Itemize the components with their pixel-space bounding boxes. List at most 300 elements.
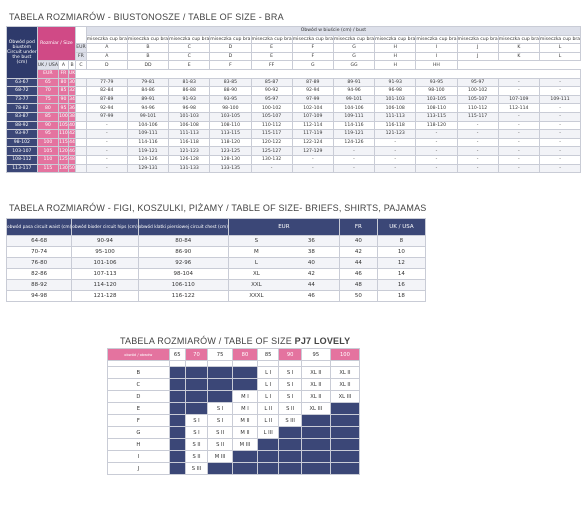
briefs-header: obwód bioder circuit hips (cm) [72,219,138,236]
measure-value: 82-86 [7,269,72,280]
bust-range: 126-128 [169,155,210,164]
bra-row [7,104,581,113]
measure-value: 64-68 [7,236,72,247]
underbust-header-line: biustem [12,44,32,50]
briefs-header: obwód klatki piersiowej circuit chest (cm) [138,219,228,236]
uk-size: 44 [69,140,75,146]
cup-label: miseczka cup bra [539,36,581,42]
eur-number: 40 [307,260,315,266]
cup-letter: F [210,61,251,70]
bust-range: - [539,121,580,130]
measure-value: 98-104 [138,269,228,280]
cup-letter: DD [127,61,168,70]
bust-range: 122-124 [292,138,333,147]
row-spacer [76,147,86,156]
eur-number: 38 [307,249,315,255]
bust-range: 128-130 [210,155,251,164]
measure-value: 88-92 [7,280,72,291]
bust-range: 127-129 [292,147,333,156]
bust-range: 99-101 [127,112,168,121]
pj7-cell: L II [257,403,279,415]
pj7-cell [233,379,258,391]
bra-size-table [6,26,581,173]
bust-range: - [333,164,374,173]
pj7-cell: XL II [301,379,330,391]
pj7-title-bold: PJ7 LOVELY [294,336,351,346]
bust-range: - [539,104,580,113]
row-spacer [76,164,86,173]
bust-range: 89-91 [333,78,374,87]
bust-range: - [457,138,498,147]
pj7-row [108,367,360,379]
briefs-table-title: TABELA ROZMIARÓW - FIGI, KOSZULKI, PIŻAMY / TABLE OF SIZE- BRIEFS, SHIRTS, PAJAMAS [9,203,427,213]
row-spacer [76,87,86,96]
bust-range: 116-118 [169,138,210,147]
bust-range: 87-89 [292,78,333,87]
cup-label: miseczka cup bra [210,36,251,42]
pj7-col-header: 65 [169,349,185,361]
eur-size: 90 [37,121,58,130]
bust-range: - [251,164,292,173]
size-letter [228,258,339,269]
bust-range: - [416,130,457,139]
bust-range: - [86,138,127,147]
bust-range: 123-125 [210,147,251,156]
underbust-header-line: Circuit under [7,49,37,55]
pj7-cell: XL III [301,403,330,415]
bust-range: 116-118 [375,121,416,130]
pj7-cell: XL II [330,379,359,391]
cup-letter: C [169,44,210,53]
uk-size: 42 [69,131,75,137]
bust-range: 90-92 [251,87,292,96]
cup-letter: B [127,52,168,61]
bust-range: 97-99 [86,112,127,121]
pj7-col-header: 70 [185,349,207,361]
pj7-cell [233,367,258,379]
bust-range: 95-97 [251,95,292,104]
briefs-header: FR [339,219,377,236]
size-letter [228,247,339,258]
bust-range: 114-116 [333,121,374,130]
pj7-col-header: 85 [257,349,279,361]
measure-value: 121-128 [72,291,138,302]
pj7-cell: S I [185,427,207,439]
pj7-cell [279,427,301,439]
pj7-cell [208,379,233,391]
bust-range: 106-108 [169,121,210,130]
pj7-cell [330,439,359,451]
pj7-cell: S II [279,403,301,415]
pj7-col-header: 95 [301,349,330,361]
uk-size: 48 [69,157,75,163]
bust-range: 109-111 [333,112,374,121]
bust-range: - [457,164,498,173]
uk-size: 46 [69,148,75,154]
bra-row [7,121,581,130]
bust-range: - [498,87,539,96]
pj7-cell [301,427,330,439]
pj7-cell [185,391,207,403]
pj7-cell: S II [208,427,233,439]
eur-size: 65 [37,78,58,87]
pj7-col-header: 75 [208,349,233,361]
briefs-header: obwód pasa circuit waist (cm) [7,219,72,236]
fr-size: 85 [60,88,67,94]
bust-range: 99-101 [333,95,374,104]
bra-corner [76,27,86,44]
fr-value: 40 [339,236,377,247]
cup-letter: E [169,61,210,70]
pj7-cell [330,451,359,463]
briefs-header: UK / USA [377,219,425,236]
bust-range: 93-95 [210,95,251,104]
bust-range: 101-103 [169,112,210,121]
eur-size: 95 [37,130,58,139]
pj7-row-label: F [108,415,170,427]
bust-range: 103-105 [416,95,457,104]
uk-size: 32 [69,88,75,94]
cup-letter: E [251,52,292,61]
pj7-cell [169,427,185,439]
pj7-cell: S I [279,379,301,391]
measure-value: 95-100 [72,247,138,258]
pj7-col-header: 100 [330,349,359,361]
size-header: Rozmiar / Size [37,27,76,61]
bust-range: 133-135 [210,164,251,173]
pj7-cell: S I [208,403,233,415]
cup-letter: F [292,52,333,61]
pj7-cell [330,415,359,427]
eur-size: 80 [37,104,58,113]
pj7-row [108,415,360,427]
fr-size: 110 [59,131,68,137]
pj7-size-table [107,348,360,475]
bust-range: 96-98 [169,104,210,113]
cup-letter: H [375,44,416,53]
pj7-cell [279,439,301,451]
bust-header: Obwód w biuście (cm) / bust [86,27,580,36]
pj7-row-label: I [108,451,170,463]
cup-letter: D [210,44,251,53]
bust-range: 129-131 [127,164,168,173]
pj7-cell [330,427,359,439]
bust-range: 95-97 [457,78,498,87]
bra-row [7,138,581,147]
bust-range: - [86,147,127,156]
pj7-title-prefix: TABELA ROZMIARÓW / TABLE OF SIZE [120,336,295,346]
pj7-cell [185,403,207,415]
cup-letter: D [210,52,251,61]
pj7-cell [169,367,185,379]
bust-range: - [539,155,580,164]
pj7-cell: XL III [330,391,359,403]
eur-size: 85 [37,112,58,121]
eur-number: 44 [307,282,315,288]
pj7-cell [169,439,185,451]
bust-range: - [375,155,416,164]
bust-range: 124-126 [127,155,168,164]
bust-range: 104-106 [127,121,168,130]
pj7-cell: M I [233,403,258,415]
pj7-cell: M III [233,439,258,451]
bust-range: - [416,155,457,164]
bust-range: 96-98 [375,87,416,96]
bust-range: 131-133 [169,164,210,173]
bust-range: 107-109 [498,95,539,104]
cup-letter: A [86,52,127,61]
uk-size: 50 [69,165,75,171]
underbust-value: 113-117 [7,164,38,173]
bust-range: 98-100 [416,87,457,96]
size-letter-text: M [254,249,259,255]
pj7-table-title [120,336,350,346]
measure-value: 106-110 [138,280,228,291]
bra-row [7,147,581,156]
bust-range: 118-120 [416,121,457,130]
pj7-row [108,439,360,451]
uk-size: 38 [69,114,75,120]
bra-table-title: TABELA ROZMIARÓW - BIUSTONOSZE / TABLE OF SIZE - BRA [9,12,284,22]
eur-size: 100 [37,138,58,147]
bust-range: - [539,87,580,96]
cup-letter: H [375,52,416,61]
underbust-value: 98-102 [7,138,38,147]
bust-range: 104-106 [333,104,374,113]
bust-range: 92-94 [86,104,127,113]
pj7-cell [169,451,185,463]
cup-letter: A [86,44,127,53]
pj7-row-label: C [108,379,170,391]
uk-value: 18 [377,291,425,302]
pj7-cell [169,403,185,415]
cup-label: miseczka cup bra [457,36,498,42]
fr-size: 130 [59,165,68,171]
cup-row-label: FR [76,52,86,61]
cup-letter: B [68,61,75,70]
bust-range: - [457,155,498,164]
eur-size: 115 [37,164,58,173]
bust-range: 85-87 [251,78,292,87]
underbust-value: 88-92 [7,121,38,130]
pj7-cell: S I [279,367,301,379]
size-letter-text: L [254,260,258,266]
size-letter-text: XXXL [249,293,264,299]
bust-range: 79-81 [127,78,168,87]
bust-range: 125-127 [251,147,292,156]
fr-value: 50 [339,291,377,302]
bust-range: 91-93 [169,95,210,104]
pj7-cell [185,379,207,391]
pj7-cell [233,451,258,463]
pj7-cell: M II [233,415,258,427]
row-spacer [76,155,86,164]
pj7-col-header: 80 [233,349,258,361]
region-label: EUR [37,69,58,78]
pj7-cell [169,463,185,475]
bust-range: 109-111 [127,130,168,139]
uk-size: 34 [69,97,75,103]
bust-range: - [498,155,539,164]
underbust-header-line: the bust [12,54,32,60]
cup-letter: A [59,61,69,70]
uk-value: 16 [377,280,425,291]
cup-letter: HH [416,61,457,70]
cup-letter: I [416,52,457,61]
cup-letter: E [251,44,292,53]
bust-range: 105-107 [251,112,292,121]
bust-range: 124-126 [333,138,374,147]
bust-range: - [375,147,416,156]
bust-range: - [539,112,580,121]
bust-range: 105-107 [457,95,498,104]
bust-range: 106-108 [375,104,416,113]
bust-range: 119-121 [127,147,168,156]
pj7-cell [208,463,233,475]
region-spacer [76,69,581,78]
bust-range: - [539,130,580,139]
cup-letter: L [539,52,580,61]
size-letter [228,236,339,247]
briefs-row [7,258,426,269]
bust-range: 117-119 [292,130,333,139]
bust-range: 108-110 [416,104,457,113]
briefs-row [7,269,426,280]
bust-range: - [292,164,333,173]
fr-size: 120 [59,148,68,154]
bust-range: - [416,164,457,173]
bust-range: 114-116 [127,138,168,147]
bra-row [7,130,581,139]
underbust-value: 93-97 [7,130,38,139]
uk-size: 36 [69,105,75,111]
cup-label: miseczka cup bra [169,36,210,42]
pj7-cell: S III [279,415,301,427]
eur-size: 70 [37,87,58,96]
bust-range: 111-113 [375,112,416,121]
pj7-cell [257,451,279,463]
uk-value: 12 [377,258,425,269]
cup-letter: J [457,44,498,53]
underbust-value: 73-77 [7,95,38,104]
bust-range: 112-114 [292,121,333,130]
pj7-row-label: E [108,403,170,415]
fr-value: 48 [339,280,377,291]
cup-letter: C [76,61,86,70]
fr-size: 80 [60,79,67,85]
bust-range: 103-105 [210,112,251,121]
pj7-cell: M III [208,451,233,463]
pj7-cell [301,451,330,463]
pj7-cell [279,451,301,463]
bust-range: - [539,138,580,147]
pj7-cell [208,391,233,403]
pj7-row [108,463,360,475]
fr-value: 46 [339,269,377,280]
underbust-header [7,27,38,79]
bra-row [7,78,581,87]
bust-range: - [457,147,498,156]
pj7-corner: obwód / obwdw [108,349,170,361]
fr-size: 100 [59,114,68,120]
pj7-col-header: 90 [279,349,301,361]
pj7-cell [330,463,359,475]
bust-range: - [498,78,539,87]
measure-value: 92-96 [138,258,228,269]
row-spacer [76,121,86,130]
eur-number: 46 [307,293,315,299]
bust-range: 102-104 [292,104,333,113]
bust-range: 101-103 [375,95,416,104]
bust-range: 100-102 [251,104,292,113]
cup-letter: G [333,52,374,61]
pj7-cell: L III [257,427,279,439]
bust-range: - [333,147,374,156]
cup-label: miseczka cup bra [333,36,375,42]
bust-range: 77-79 [86,78,127,87]
bust-range: - [539,164,580,173]
row-spacer [76,138,86,147]
bust-range: - [539,78,580,87]
bust-range: 84-86 [127,87,168,96]
bust-range: 92-94 [292,87,333,96]
pj7-row [108,379,360,391]
bust-range: 82-84 [86,87,127,96]
size-letter [228,280,339,291]
pj7-cell [257,463,279,475]
pj7-cell [301,439,330,451]
bust-range: 94-96 [127,104,168,113]
measure-value: 80-84 [138,236,228,247]
row-spacer [76,112,86,121]
uk-value: 14 [377,269,425,280]
row-spacer [76,130,86,139]
pj7-row-label: G [108,427,170,439]
pj7-row [108,403,360,415]
bust-range: 109-111 [539,95,580,104]
cup-label: miseczka cup bra [251,36,292,42]
bust-range: 108-110 [210,121,251,130]
pj7-cell: S II [208,439,233,451]
bust-range: - [498,112,539,121]
pj7-cell [185,367,207,379]
size-letter-text: XXL [251,282,262,288]
bra-row [7,87,581,96]
bust-range: 100-102 [457,87,498,96]
briefs-row [7,280,426,291]
cup-letter: H [375,61,416,70]
pj7-cell: M II [233,427,258,439]
measure-value: 114-120 [72,280,138,291]
pj7-cell: XL II [301,367,330,379]
bust-range: 91-93 [375,78,416,87]
pj7-cell: S I [185,415,207,427]
measure-value: 94-98 [7,291,72,302]
uk-size: 30 [69,79,75,85]
pj7-cell: L I [257,379,279,391]
size-letter [228,291,339,302]
cup-label: miseczka cup bra [292,36,333,42]
fr-size: 105 [59,122,68,128]
cup-row-label: EUR [76,45,86,51]
pj7-cell [169,391,185,403]
bust-range: - [539,147,580,156]
cup-letter: G [333,44,374,53]
cup-letter: K [498,52,539,61]
bust-range: 118-120 [210,138,251,147]
bust-range: 119-121 [333,130,374,139]
pj7-cell [301,415,330,427]
